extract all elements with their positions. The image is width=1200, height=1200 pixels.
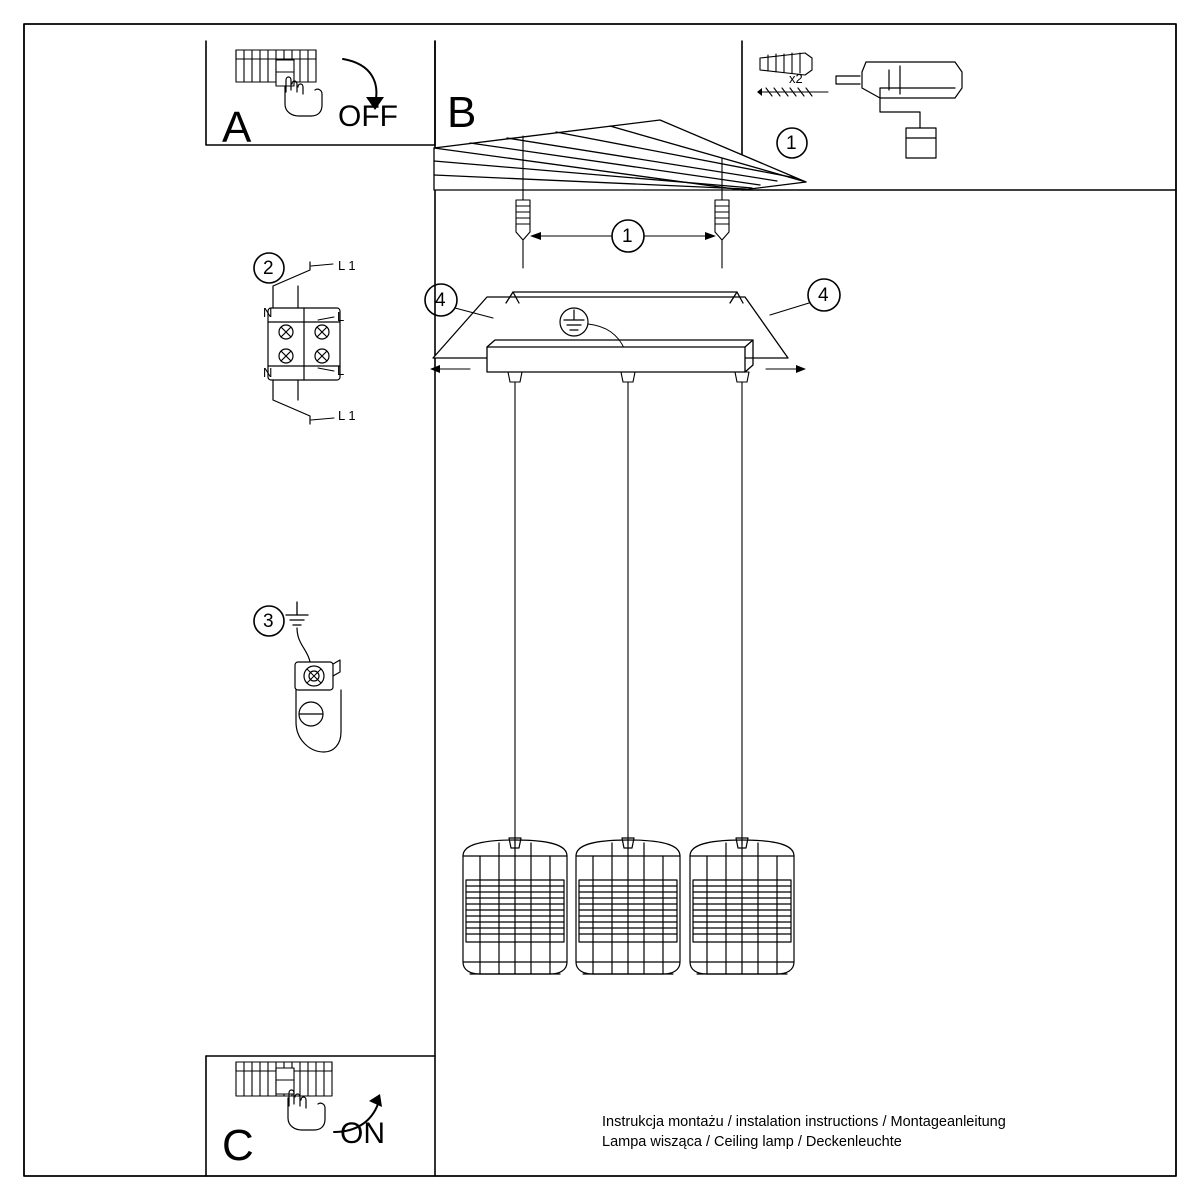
wall-plug-quantity-label: x2	[789, 71, 803, 86]
earth-symbol-step3	[286, 602, 308, 625]
panel-parts-frame	[742, 41, 1176, 190]
wire-label-l-bottom: L	[337, 363, 345, 378]
terminal-block-c	[236, 1062, 332, 1096]
screw-icon	[757, 88, 828, 96]
callout-canopy-right: 4	[818, 285, 829, 306]
step-1-number: 1	[786, 133, 797, 154]
callout-canopy-left: 4	[435, 290, 446, 311]
step-3-number: 3	[263, 611, 274, 632]
lamp-shade-left	[463, 838, 567, 974]
cable-holder-left	[508, 372, 522, 845]
wire-label-l-top: L	[337, 309, 345, 324]
cable-holder-right	[735, 372, 749, 845]
callout-ceiling-fixing: 1	[622, 226, 633, 247]
wire-label-l1-top: L 1	[338, 258, 356, 273]
footer-line-2: Lampa wisząca / Ceiling lamp / Deckenleuchte	[602, 1134, 902, 1150]
panel-c-letter: C	[222, 1121, 254, 1170]
step-2-number: 2	[263, 258, 274, 279]
drill-icon	[836, 62, 962, 158]
footer-line-1: Instrukcja montażu / instalation instructions / Montageanleitung	[602, 1114, 1006, 1130]
lamp-shade-middle	[576, 838, 680, 974]
panel-c-on-label: ON	[340, 1117, 385, 1150]
wire-label-n-top: N	[263, 305, 273, 320]
connector-block	[268, 262, 340, 424]
lamp-shade-right	[690, 838, 794, 974]
wire-label-l1-bottom: L 1	[338, 408, 356, 423]
cable-holder-middle	[621, 372, 635, 845]
hand-icon-a	[285, 77, 322, 116]
terminal-block-a	[236, 50, 316, 86]
wall-plug-icon	[760, 53, 812, 75]
earth-terminal-body	[295, 628, 341, 752]
wire-label-n-bottom: N	[263, 365, 273, 380]
ceiling-surface	[434, 120, 806, 190]
panel-b-letter: B	[447, 88, 477, 137]
panel-a-off-label: OFF	[338, 100, 398, 133]
panel-a-letter: A	[222, 103, 252, 152]
